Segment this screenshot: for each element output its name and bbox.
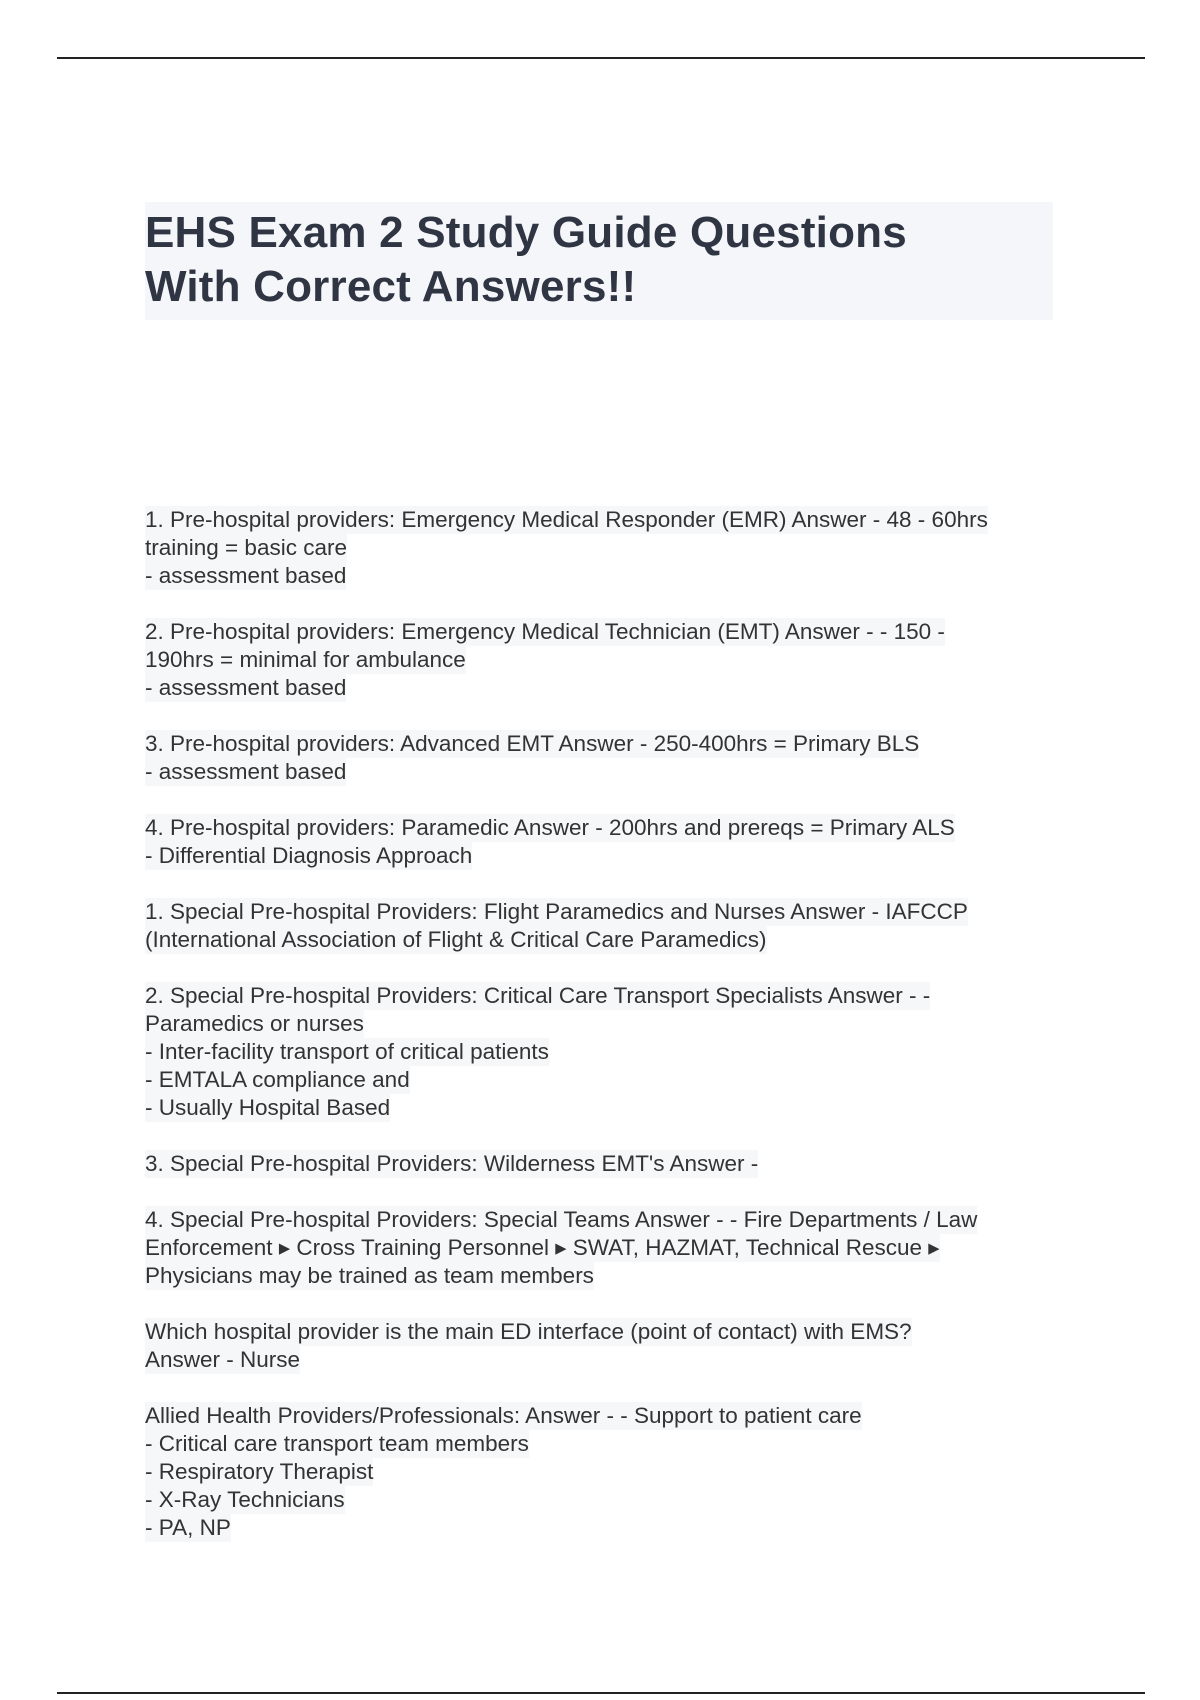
qa-line: - assessment based xyxy=(145,759,347,784)
qa-line: Physicians may be trained as team members xyxy=(145,1263,594,1288)
qa-line: - X-Ray Technicians xyxy=(145,1487,345,1512)
header-rule xyxy=(57,57,1145,59)
qa-line: - assessment based xyxy=(145,563,347,588)
qa-line: - Critical care transport team members xyxy=(145,1431,529,1456)
qa-item xyxy=(145,982,1065,1122)
qa-item xyxy=(145,1206,1065,1290)
qa-line: 1. Special Pre-hospital Providers: Flight Paramedics and Nurses Answer - IAFCCP xyxy=(145,899,968,924)
qa-line: training = basic care xyxy=(145,535,347,560)
document-title-line-1: EHS Exam 2 Study Guide Questions xyxy=(145,208,907,257)
qa-line: Answer - Nurse xyxy=(145,1347,301,1372)
document-title-line-2: With Correct Answers!! xyxy=(145,262,637,311)
qa-line: 190hrs = minimal for ambulance xyxy=(145,647,466,672)
qa-item xyxy=(145,1150,1065,1178)
qa-line: 3. Pre-hospital providers: Advanced EMT Answer - 250-400hrs = Primary BLS xyxy=(145,731,920,756)
title-block xyxy=(145,202,1053,320)
footer-rule xyxy=(57,1692,1145,1694)
qa-line: Which hospital provider is the main ED interface (point of contact) with EMS? xyxy=(145,1319,912,1344)
qa-line: 2. Pre-hospital providers: Emergency Medical Technician (EMT) Answer - - 150 - xyxy=(145,619,945,644)
qa-line: - Usually Hospital Based xyxy=(145,1095,391,1120)
qa-line: - Respiratory Therapist xyxy=(145,1459,374,1484)
qa-line: 3. Special Pre-hospital Providers: Wilderness EMT's Answer - xyxy=(145,1151,759,1176)
qa-item xyxy=(145,506,1065,590)
qa-line: 1. Pre-hospital providers: Emergency Medical Responder (EMR) Answer - 48 - 60hrs xyxy=(145,507,988,532)
qa-line: - PA, NP xyxy=(145,1515,231,1540)
qa-line: - EMTALA compliance and xyxy=(145,1067,410,1092)
qa-item xyxy=(145,1318,1065,1374)
qa-line: - assessment based xyxy=(145,675,347,700)
qa-item xyxy=(145,1402,1065,1542)
qa-item xyxy=(145,898,1065,954)
qa-line: Paramedics or nurses xyxy=(145,1011,364,1036)
qa-line: - Differential Diagnosis Approach xyxy=(145,843,473,868)
qa-line: 2. Special Pre-hospital Providers: Critical Care Transport Specialists Answer - - xyxy=(145,983,931,1008)
document-title xyxy=(145,206,1053,314)
qa-line: - Inter-facility transport of critical patients xyxy=(145,1039,549,1064)
qa-line: 4. Pre-hospital providers: Paramedic Answer - 200hrs and prereqs = Primary ALS xyxy=(145,815,955,840)
qa-line: Allied Health Providers/Professionals: Answer - - Support to patient care xyxy=(145,1403,862,1428)
qa-line: Enforcement ▸ Cross Training Personnel ▸ SWAT, HAZMAT, Technical Rescue ▸ xyxy=(145,1235,940,1260)
qa-list xyxy=(145,506,1065,1570)
qa-line: 4. Special Pre-hospital Providers: Special Teams Answer - - Fire Departments / Law xyxy=(145,1207,978,1232)
qa-line: (International Association of Flight & Critical Care Paramedics) xyxy=(145,927,767,952)
qa-item xyxy=(145,618,1065,702)
qa-item xyxy=(145,814,1065,870)
qa-item xyxy=(145,730,1065,786)
